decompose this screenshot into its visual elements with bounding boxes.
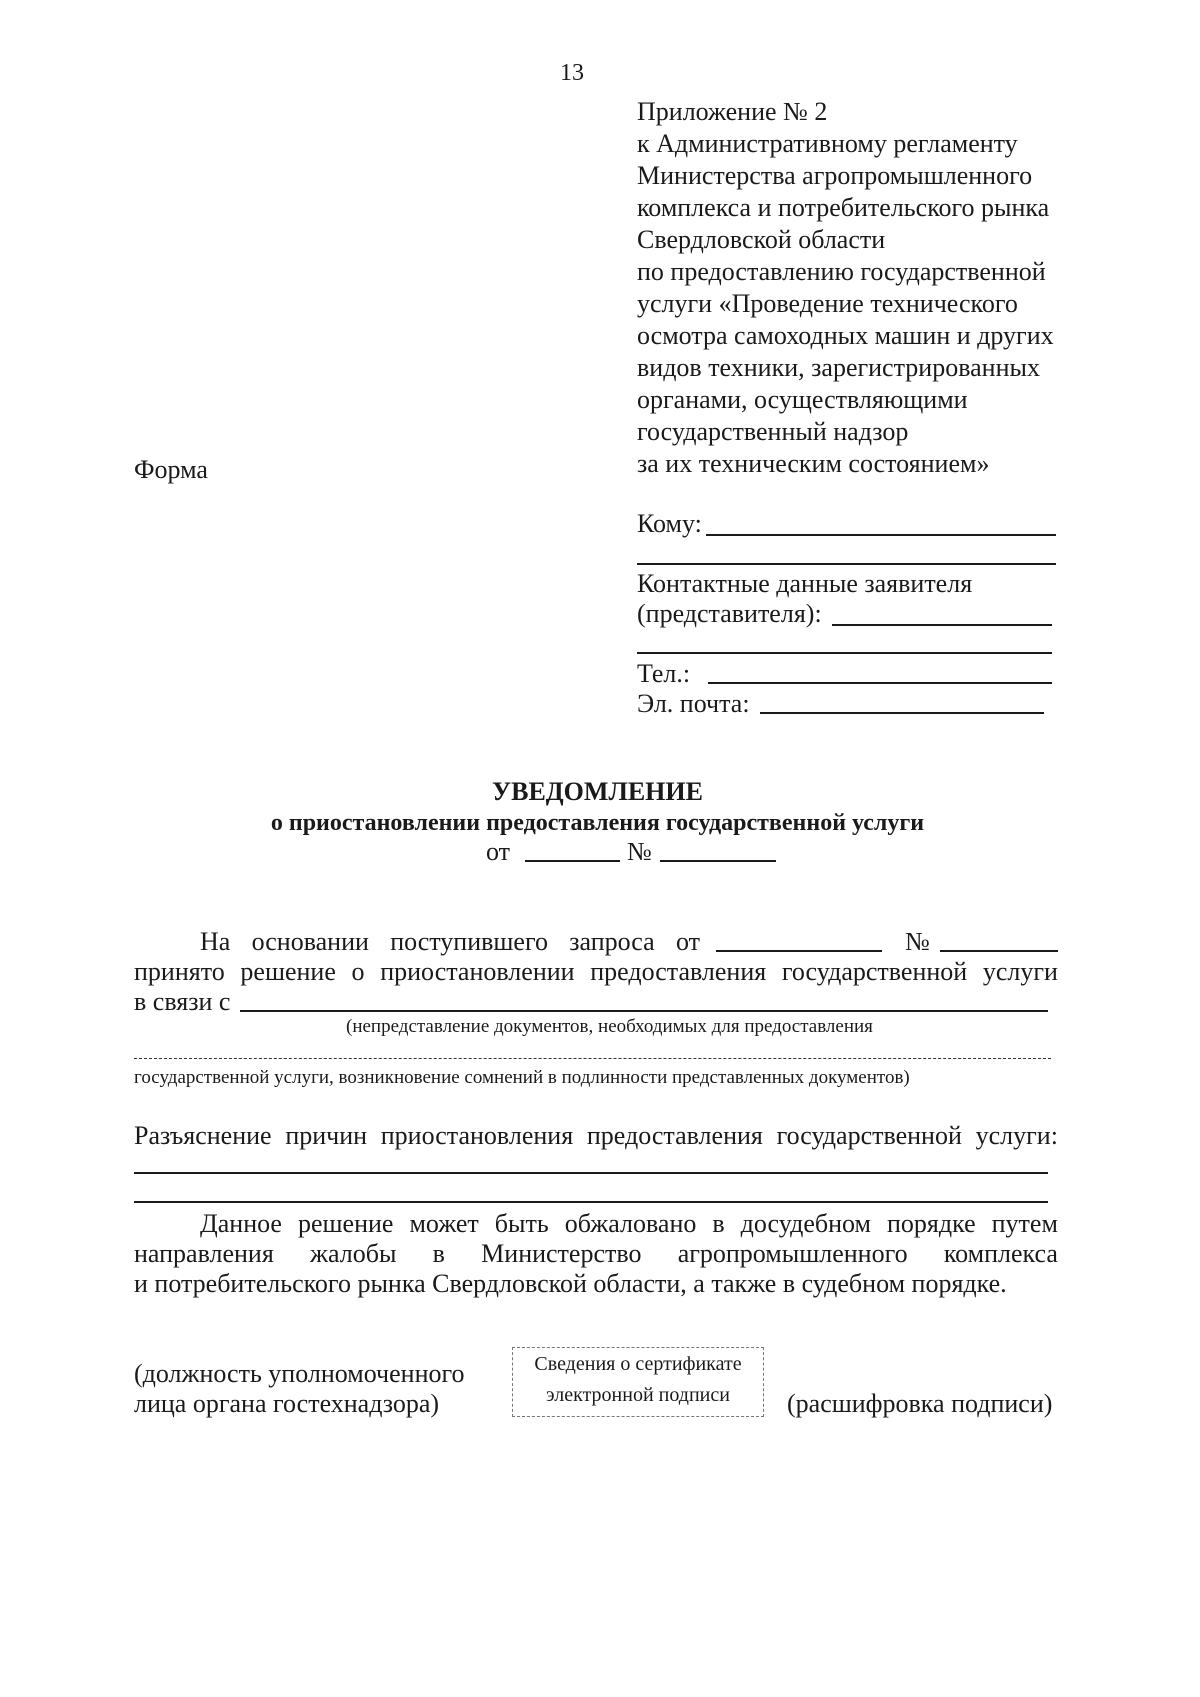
appendix-line: за их техническим состоянием»: [637, 449, 990, 478]
phone-field-line[interactable]: [708, 682, 1052, 684]
body-line-1: [200, 926, 700, 958]
notice-title: УВЕДОМЛЕНИЕ: [492, 777, 703, 806]
request-number-line[interactable]: [940, 950, 1058, 952]
appendix-line: Министерства агропромышленного: [637, 161, 1033, 190]
word: о: [351, 957, 365, 986]
explanation-field-line-1[interactable]: [134, 1172, 1048, 1174]
to-field-line-2[interactable]: [637, 563, 1056, 565]
page-number: 13: [560, 60, 584, 86]
appendix-line: органами, осуществляющими: [637, 385, 968, 414]
request-number-sign: №: [905, 927, 930, 956]
word: предоставления: [590, 957, 767, 986]
word: приостановлении: [380, 957, 575, 986]
contacts-label-2: (представителя):: [637, 599, 822, 628]
reason-hint-1: (непредставление документов, необходимых для предоставления: [346, 1016, 873, 1037]
request-date-line[interactable]: [716, 950, 882, 952]
explanation-field-line-2[interactable]: [134, 1201, 1048, 1203]
contacts-field-line-2[interactable]: [637, 652, 1052, 654]
word: путем: [991, 1209, 1058, 1238]
word: основании: [251, 927, 369, 956]
word: в: [432, 1239, 445, 1268]
notice-from-label: от: [486, 837, 511, 866]
notice-date-line[interactable]: [525, 860, 620, 862]
explanation-line: [134, 1120, 1058, 1152]
body-line-3-prefix: в связи с: [134, 987, 231, 1016]
email-field-line[interactable]: [760, 712, 1044, 714]
notice-number-sign: №: [627, 837, 652, 866]
word: Разъяснение: [134, 1121, 272, 1150]
appendix-line: по предоставлению государственной: [637, 257, 1046, 286]
email-label: Эл. почта:: [637, 689, 750, 718]
word: от: [675, 927, 700, 956]
word: может: [409, 1209, 479, 1238]
word: решение: [240, 957, 336, 986]
appendix-line: услуги «Проведение технического: [637, 289, 1018, 318]
form-label: Форма: [134, 455, 208, 484]
word: порядке: [886, 1209, 976, 1238]
phone-label: Тел.:: [637, 659, 691, 688]
word: решение: [297, 1209, 394, 1238]
word: Министерство: [481, 1239, 642, 1268]
appendix-line: Свердловской области: [637, 225, 886, 254]
appeal-line-2: [134, 1238, 1058, 1270]
word: предоставления: [586, 1121, 763, 1150]
word: в: [712, 1209, 725, 1238]
word: государственной: [781, 957, 968, 986]
word: услуги:: [975, 1121, 1058, 1150]
reason-field-line-2[interactable]: [134, 1058, 1051, 1059]
appendix-line: комплекса и потребительского рынка: [637, 193, 1050, 222]
certificate-label-2: электронной подписи: [546, 1384, 730, 1406]
appeal-line-1: [200, 1208, 1058, 1240]
certificate-label-1: Сведения о сертификате: [534, 1353, 742, 1375]
word: быть: [494, 1209, 549, 1238]
word: агропромышленного: [677, 1239, 908, 1268]
notice-number-line[interactable]: [660, 860, 776, 862]
contacts-label-1: Контактные данные заявителя: [637, 569, 973, 598]
word: поступившего: [390, 927, 548, 956]
word: причин: [285, 1121, 368, 1150]
word: досудебном: [740, 1209, 871, 1238]
position-label-2: лица органа гостехнадзора): [134, 1389, 440, 1418]
word: На: [200, 927, 231, 956]
word: услуги: [982, 957, 1058, 986]
contacts-field-line[interactable]: [832, 624, 1052, 626]
position-label-1: (должность уполномоченного: [134, 1359, 465, 1388]
signature-decode-label: (расшифровка подписи): [787, 1389, 1053, 1418]
word: жалобы: [310, 1239, 397, 1268]
to-field-line[interactable]: [706, 534, 1056, 536]
word: принято: [134, 957, 225, 986]
appendix-line: видов техники, зарегистрированных: [637, 353, 1040, 382]
appendix-block: [637, 96, 1177, 480]
word: приостановления: [380, 1121, 574, 1150]
word: запроса: [569, 927, 655, 956]
appendix-line: государственный надзор: [637, 417, 909, 446]
word: комплекса: [943, 1239, 1058, 1268]
word: Данное: [200, 1209, 282, 1238]
notice-subtitle: о приостановлении предоставления государственной услуги: [270, 810, 925, 836]
appeal-line-3: и потребительского рынка Свердловской области, а также в судебном порядке.: [134, 1269, 1007, 1298]
appendix-line: осмотра самоходных машин и других: [637, 321, 1054, 350]
to-label: Кому:: [637, 509, 702, 538]
appendix-line: Приложение № 2: [637, 97, 828, 126]
word: направления: [134, 1239, 274, 1268]
reason-hint-2: государственной услуги, возникновение сомнений в подлинности представленных документов): [134, 1067, 910, 1088]
reason-field-line[interactable]: [240, 1010, 1048, 1012]
body-line-2: [134, 956, 1058, 988]
word: обжаловано: [564, 1209, 697, 1238]
certificate-box: [512, 1347, 764, 1417]
word: государственной: [776, 1121, 962, 1150]
appendix-line: к Административному регламенту: [637, 129, 1018, 158]
